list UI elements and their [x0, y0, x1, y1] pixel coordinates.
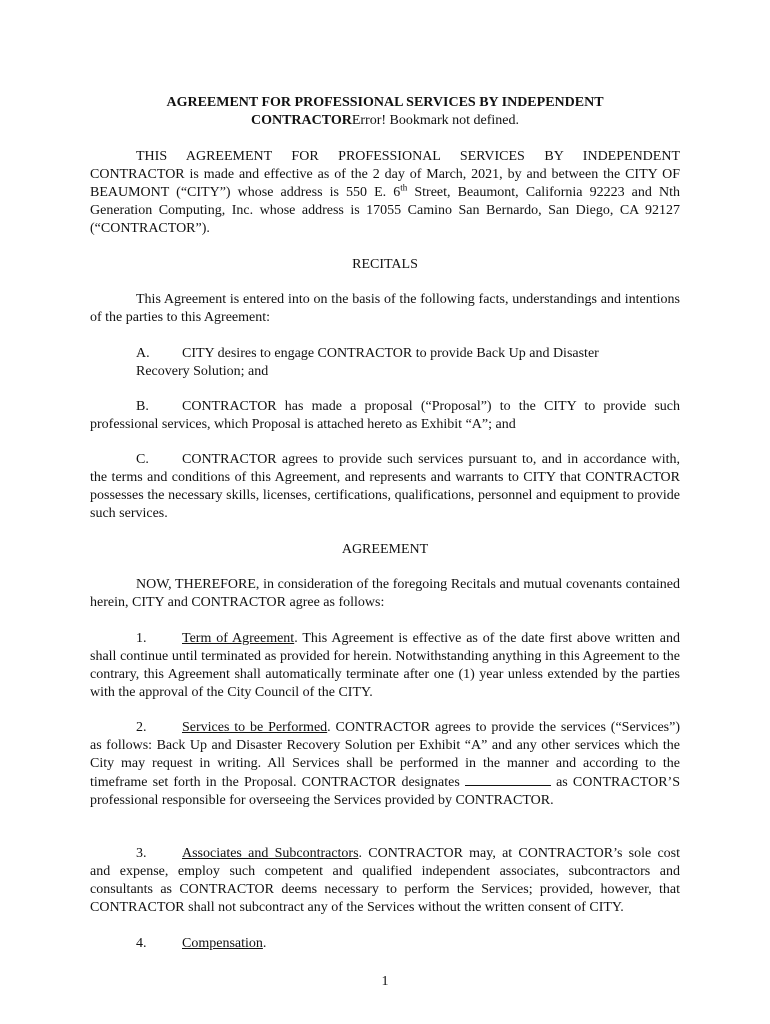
section-3-text: . CONTRACTOR may, at CONTRACTOR’s sole cost and expense, employ such competent and qualified independent associates, subcontractors and consultants as CONTRACTOR deems necessary to perform the Services; provided, however, that CONTRACTOR shall not subcontract any of the Services without the written consent of CITY.	[90, 846, 680, 915]
section-3	[90, 845, 680, 917]
recitals-heading: RECITALS	[352, 257, 418, 272]
page-number: 1	[381, 974, 389, 989]
designee-blank-line	[465, 773, 551, 786]
section-4-number: 4.	[136, 936, 147, 951]
recital-c-text: CONTRACTOR agrees to provide such services pursuant to, and in accordance with, the terms and conditions of this Agreement, and represents and warrants to CITY that CONTRACTOR possesses the necessary skills, licenses, certifications, qualifications, personnel and equipment to provide such services.	[90, 452, 680, 521]
recital-b-letter: B.	[136, 399, 149, 414]
section-1-number: 1.	[136, 631, 147, 646]
section-1-heading: Term of Agreement	[182, 631, 295, 646]
agreement-intro-text: NOW, THEREFORE, in consideration of the foregoing Recitals and mutual covenants contained herein, CITY and CONTRACTOR agree as follows:	[90, 577, 680, 610]
section-3-number: 3.	[136, 846, 147, 861]
recital-a-letter: A.	[136, 346, 150, 361]
section-3-heading: Associates and Subcontractors	[182, 846, 359, 861]
section-2-heading: Services to be Performed	[182, 720, 328, 735]
intro-superscript: th	[400, 182, 408, 193]
section-4-heading: Compensation	[182, 936, 263, 951]
section-2-text-after: as CONTRACTOR’S professional responsible for overseeing the Services provided by CONTRACTOR.	[90, 775, 680, 808]
title-line-2: CONTRACTOR	[250, 113, 352, 128]
section-1-text: . This Agreement is effective as of the date first above written and shall continue until terminated as provided for herein. Notwithstanding anything in this Agreement to the contrary, this Agreement shall automatically terminate after one (1) year unless extended by the parties with the approval of the City Council of the CITY.	[90, 631, 680, 700]
bookmark-error: Error! Bookmark not defined.	[351, 113, 520, 128]
agreement-intro	[90, 576, 680, 612]
recital-a	[136, 345, 636, 381]
section-1	[90, 630, 680, 702]
section-4-text: .	[262, 936, 267, 951]
section-2-text: . CONTRACTOR agrees to provide the services (“Services”) as follows: Back Up and Disaster Recovery Solution per Exhibit “A” and any other services which the City may request in writing. All Services shall be performed in the manner and according to the timeframe set forth in the Proposal. CONTRACTOR designates	[90, 720, 680, 790]
recitals-intro	[90, 291, 680, 327]
recital-c	[90, 451, 680, 523]
intro-text-1: THIS AGREEMENT FOR PROFESSIONAL SERVICES BY INDEPENDENT CONTRACTOR is made and effective as of the 2 day of March, 2021, by and between the CITY OF BEAUMONT (“CITY”) whose address is 550 E. 6	[90, 149, 680, 200]
recitals-intro-text: This Agreement is entered into on the basis of the following facts, understandings and intentions of the parties to this Agreement:	[90, 292, 680, 325]
recital-c-letter: C.	[136, 452, 149, 467]
agreement-heading: AGREEMENT	[341, 542, 429, 557]
section-4	[90, 935, 680, 953]
recital-b-text: CONTRACTOR has made a proposal (“Proposal”) to the CITY to provide such professional services, which Proposal is attached hereto as Exhibit “A”; and	[90, 399, 680, 432]
recital-a-text: CITY desires to engage CONTRACTOR to provide Back Up and Disaster Recovery Solution; and	[136, 346, 599, 379]
section-2	[90, 719, 680, 810]
section-2-number: 2.	[136, 720, 147, 735]
intro-paragraph	[90, 148, 680, 238]
title-line-1: AGREEMENT FOR PROFESSIONAL SERVICES BY INDEPENDENT	[166, 95, 604, 110]
recital-b	[90, 398, 680, 434]
intro-text-2: Street, Beaumont, California 92223 and Nth Generation Computing, Inc. whose address is 17055 Camino San Bernardo, San Diego, CA 92127 (“CONTRACTOR”).	[90, 185, 680, 236]
document-title	[90, 94, 680, 130]
